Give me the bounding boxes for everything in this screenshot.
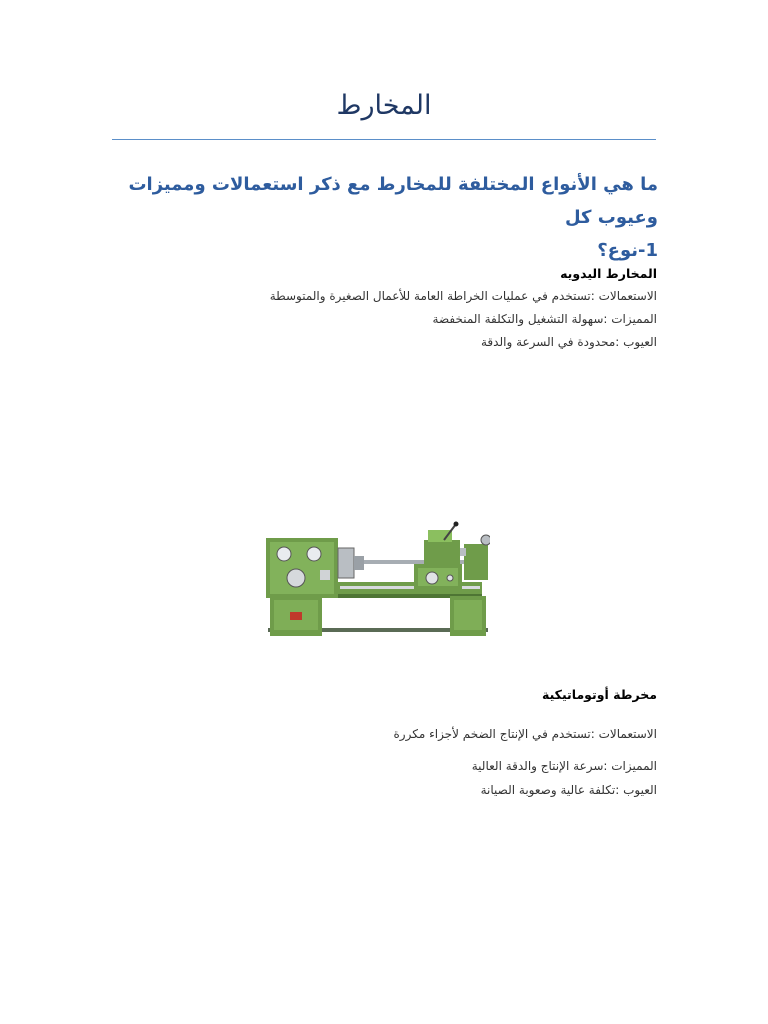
- uses-text: الاستعمالات :تستخدم في الإنتاج الضخم لأجزاء مكررة: [393, 727, 657, 741]
- section-manual-lathes: [112, 263, 657, 354]
- section-automatic-lathe: [112, 684, 657, 802]
- question-line-1: ما هي الأنواع المختلفة للمخارط مع ذكر استعمالات ومميزات وعيوب كل: [128, 174, 658, 228]
- page-title: المخارط: [336, 90, 432, 121]
- disadvantages-text: العيوب :محدودة في السرعة والدقة: [481, 335, 657, 349]
- disadvantages-text: العيوب :تكلفة عالية وصعوبة الصيانة: [480, 783, 657, 797]
- section-heading: المخارط اليدويه: [560, 266, 657, 281]
- title-divider: [112, 139, 656, 140]
- uses-text: الاستعمالات :تستخدم في عمليات الخراطة العامة للأعمال الصغيرة والمتوسطة: [269, 289, 657, 303]
- advantages-text: المميزات :سهولة التشغيل والتكلفة المنخفضة: [432, 312, 657, 326]
- question-line-2: 1-نوع؟: [597, 240, 658, 261]
- question-heading: [112, 168, 658, 267]
- section-heading: مخرطة أوتوماتيكية: [542, 687, 657, 702]
- advantages-text: المميزات :سرعة الإنتاج والدقة العالية: [471, 759, 657, 773]
- lathe-machine-image: [264, 520, 490, 642]
